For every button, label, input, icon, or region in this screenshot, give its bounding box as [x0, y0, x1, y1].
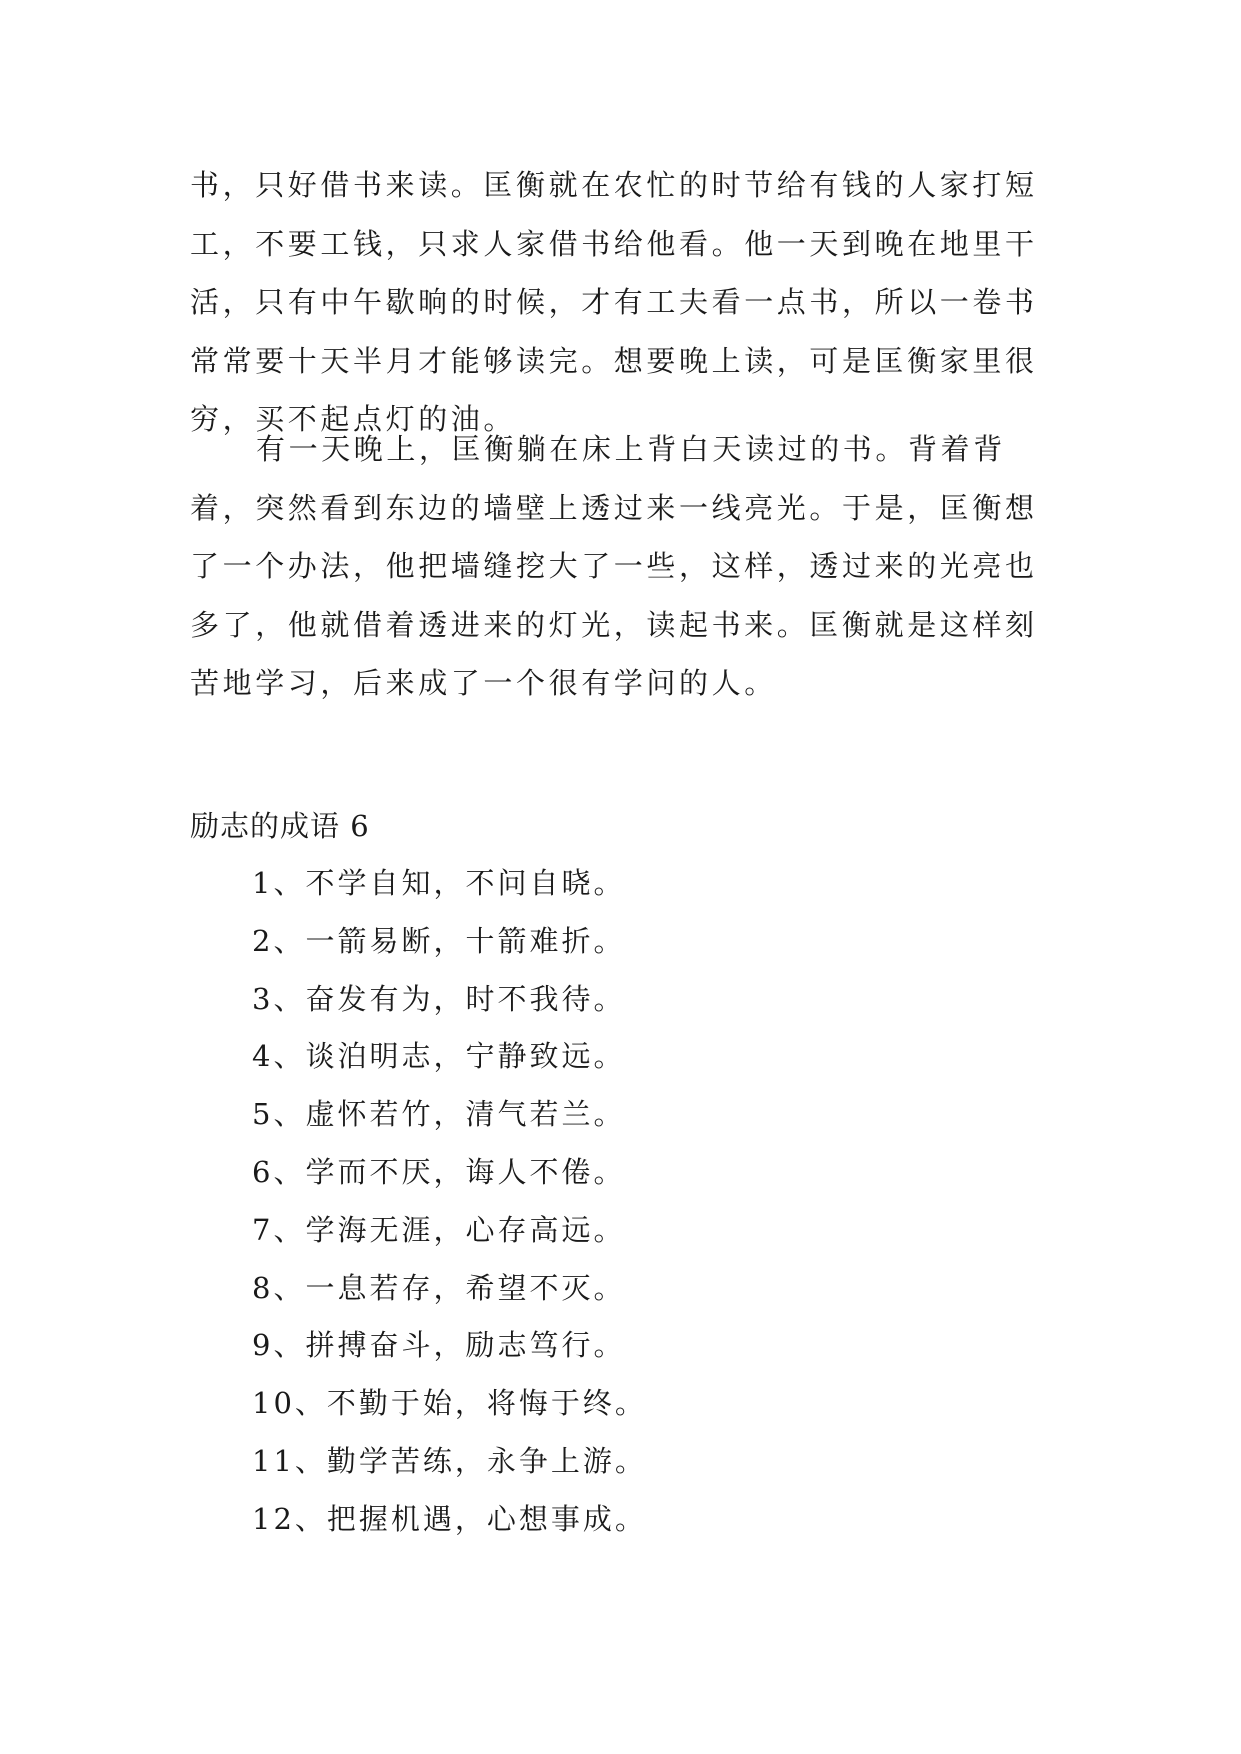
paragraph-story-part2: 有一天晚上，匡衡躺在床上背白天读过的书。背着背着，突然看到东边的墙壁上透过来一线亮光。于是，匡衡想了一个办法，他把墙缝挖大了一些，这样，透过来的光亮也多了，他就借着透进来的灯光，读起书来。匡衡就是这样刻苦地学习，后来成了一个很有学问的人。 — [190, 432, 1038, 700]
paragraph-story-part1: 书，只好借书来读。匡衡就在农忙的时节给有钱的人家打短工，不要工钱，只求人家借书给他看。他一天到晚在地里干活，只有中午歇晌的时候，才有工夫看一点书，所以一卷书常常要十天半月才能够读完。想要晚上读，可是匡衡家里很穷，买不起点灯的油。 — [190, 168, 1038, 436]
list-item: 1、不学自知，不问自晓。 — [252, 866, 626, 900]
list-item: 10、不勤于始，将悔于终。 — [252, 1386, 647, 1421]
section-heading: 励志的成语 6 — [190, 809, 370, 843]
list-item: 6、学而不厌，诲人不倦。 — [252, 1154, 626, 1189]
list-item: 12、把握机遇，心想事成。 — [252, 1501, 647, 1536]
list-item: 11、勤学苦练，永争上游。 — [252, 1443, 647, 1478]
list-item: 5、虚怀若竹，清气若兰。 — [252, 1097, 626, 1132]
list-item: 3、奋发有为，时不我待。 — [252, 981, 626, 1016]
idiom-list — [252, 855, 647, 1549]
list-item: 2、一箭易断，十箭难折。 — [252, 923, 626, 958]
list-item: 9、拼搏奋斗，励志笃行。 — [252, 1328, 626, 1363]
list-item: 7、学海无涯，心存高远。 — [252, 1212, 626, 1247]
list-item: 4、谈泊明志，宁静致远。 — [252, 1039, 626, 1074]
list-item: 8、一息若存，希望不灭。 — [252, 1270, 626, 1305]
